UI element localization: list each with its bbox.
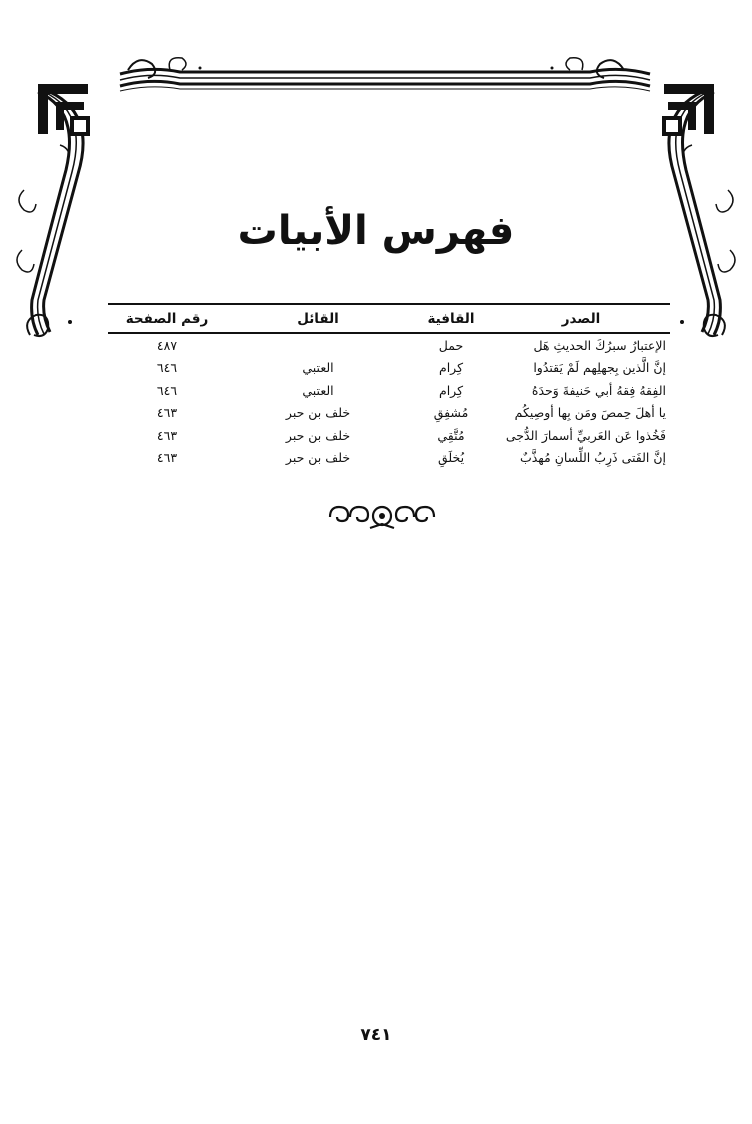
cell-sadr: الإعتبارُ سبرُكَ الحديثِ هَل bbox=[533, 337, 666, 353]
header-sadr: الصدر bbox=[492, 304, 670, 333]
table-header-row bbox=[108, 304, 670, 333]
cell-page: ٤٨٧ bbox=[156, 337, 178, 353]
header-qail: القائل bbox=[226, 304, 410, 333]
cell-sadr: فَخُذوا عَن العَربيِّ أسمارَ الدُّجى bbox=[505, 427, 666, 443]
cell-qafiya: كِرام bbox=[438, 360, 464, 376]
cell-qail: خلف بن حبر bbox=[285, 405, 351, 421]
verse-index-table bbox=[108, 303, 670, 469]
cell-page: ٦٤٦ bbox=[156, 360, 178, 376]
cell-qafiya: مُشفِقِ bbox=[433, 405, 469, 421]
cell-qafiya: مُتَّقِي bbox=[437, 427, 465, 443]
cell-page: ٤٦٣ bbox=[156, 427, 178, 443]
cell-qafiya: يُخلَقِ bbox=[437, 450, 465, 466]
cell-qail bbox=[226, 333, 410, 357]
table-row bbox=[108, 447, 670, 470]
table-row bbox=[108, 357, 670, 380]
section-end-ornament bbox=[326, 502, 438, 532]
header-qafiya: القافية bbox=[410, 304, 492, 333]
cell-page: ٤٦٣ bbox=[156, 450, 178, 466]
table-row bbox=[108, 424, 670, 447]
cell-sadr: الفِقهُ فِقهُ أبي حَنيفةَ وَحدَهُ bbox=[531, 382, 666, 398]
cell-qafiya: كِرام bbox=[438, 382, 464, 398]
cell-qail: العتبي bbox=[302, 360, 334, 376]
page-title: فهرس الأبيات bbox=[237, 208, 515, 254]
cell-sadr: إنَّ الفَتى ذَرِبُ اللِّسانِ مُهذَّبٌ bbox=[519, 450, 666, 466]
cell-sadr: يا أهلَ حِمصَ ومَن بِها أوصِيكُم bbox=[514, 405, 666, 421]
header-page: رقم الصفحة bbox=[108, 304, 226, 333]
cell-qail: العتبي bbox=[302, 382, 334, 398]
table-row bbox=[108, 402, 670, 425]
cell-sadr: إنَّ الَّذين بِجهلِهم لَمْ يَقتدُوا bbox=[533, 360, 666, 376]
page-number: ٧٤١ bbox=[360, 1025, 392, 1045]
cell-page: ٦٤٦ bbox=[156, 382, 178, 398]
table-row bbox=[108, 333, 670, 357]
table-row bbox=[108, 379, 670, 402]
cell-qafiya: حمل bbox=[438, 337, 464, 353]
cell-page: ٤٦٣ bbox=[156, 405, 178, 421]
cell-qail: خلف بن حبر bbox=[285, 450, 351, 466]
cell-qail: خلف بن حبر bbox=[285, 427, 351, 443]
